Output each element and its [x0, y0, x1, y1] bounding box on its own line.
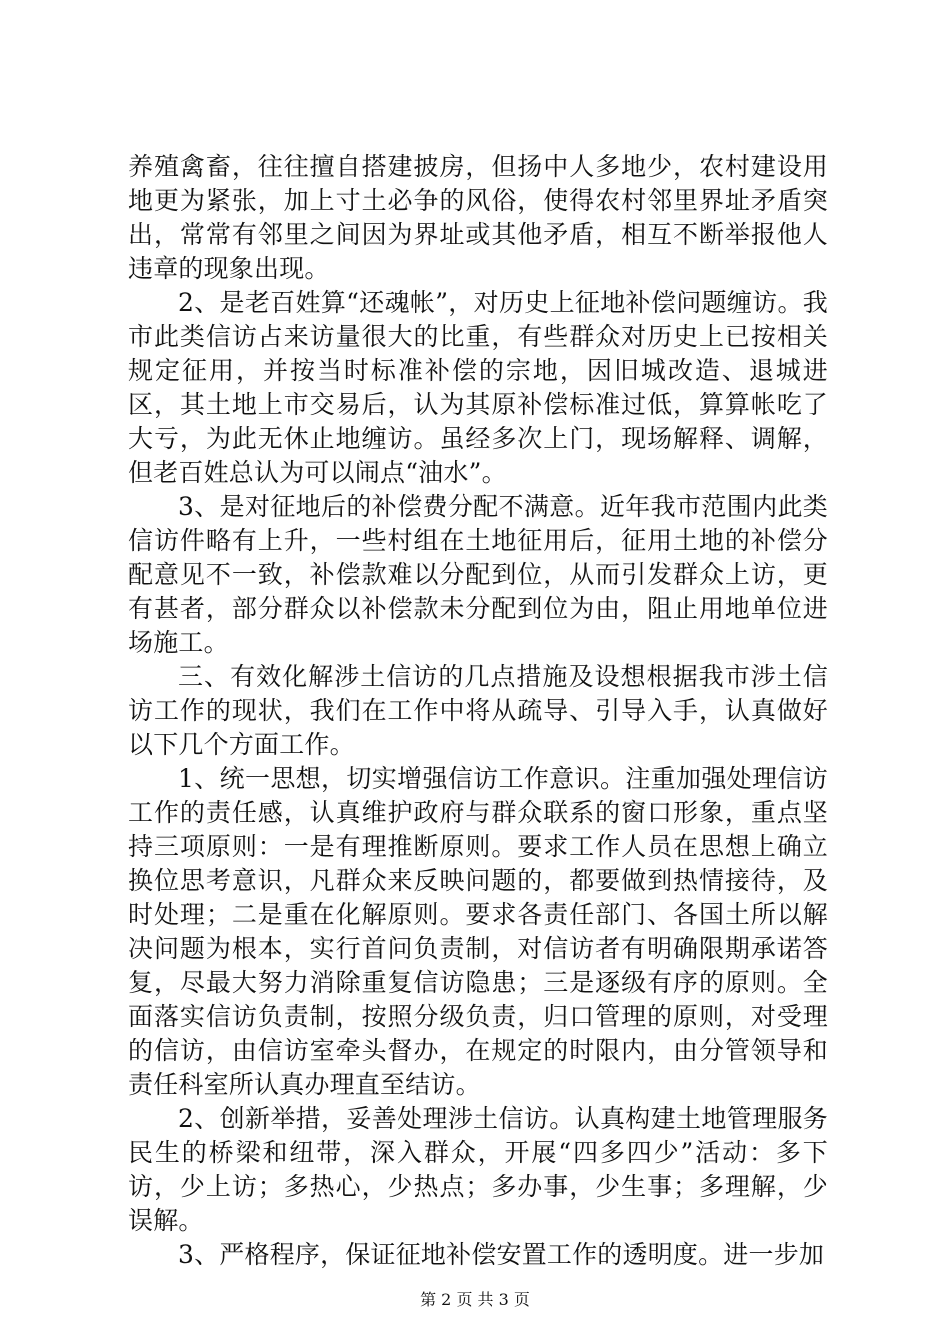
paragraph-2: 2、是老百姓算“还魂帐”，对历史上征地补偿问题缠访。我市此类信访占来访量很大的比重，有些群众对历史上已按相关规定征用，并按当时标准补偿的宗地，因旧城改造、退城进区，其土地上市交易后，认为其原补偿标准过低，算算帐吃了大亏，为此无休止地缠访。虽经多次上门，现场解释、调解，但老百姓总认为可以闹点“油水”。 — [128, 288, 828, 487]
paragraph-5: 1、统一思想，切实增强信访工作意识。注重加强处理信访工作的责任感，认真维护政府与群众联系的窗口形象，重点坚持三项原则：一是有理推断原则。要求工作人员在思想上确立换位思考意识，凡群众来反映问题的，都要做到热情接待，及时处理；二是重在化解原则。要求各责任部门、各国土所以解决问题为根本，实行首问负责制，对信访者有明确限期承诺答复，尽最大努力消除重复信访隐患；三是逐级有序的原则。全面落实信访负责制，按照分级负责，归口管理的原则，对受理的信访，由信访室牵头督办，在规定的时限内，由分管领导和责任科室所认真办理直至结访。 — [128, 764, 828, 1099]
paragraph-7: 3、严格程序，保证征地补偿安置工作的透明度。进一步加 — [178, 1240, 825, 1269]
paragraph-6: 2、创新举措，妥善处理涉土信访。认真构建土地管理服务民生的桥梁和纽带，深入群众，开展“四多四少”活动：多下访，少上访；多热心，少热点；多办事，少生事；多理解，少误解。 — [128, 1104, 828, 1235]
document-body — [128, 150, 828, 1272]
paragraph-4: 三、有效化解涉土信访的几点措施及设想根据我市涉土信访工作的现状，我们在工作中将从疏导、引导入手，认真做好以下几个方面工作。 — [128, 662, 828, 759]
paragraph-3: 3、是对征地后的补偿费分配不满意。近年我市范围内此类信访件略有上升，一些村组在土地征用后，征用土地的补偿分配意见不一致，补偿款难以分配到位，从而引发群众上访，更有甚者，部分群众以补偿款未分配到位为由，阻止用地单位进场施工。 — [128, 492, 828, 657]
page-footer: 第 2 页 共 3 页 — [420, 1290, 530, 1309]
paragraph-1: 养殖禽畜，往往擅自搭建披房，但扬中人多地少，农村建设用地更为紧张，加上寸土必争的风俗，使得农村邻里界址矛盾突出，常常有邻里之间因为界址或其他矛盾，相互不断举报他人违章的现象出现。 — [128, 152, 828, 283]
